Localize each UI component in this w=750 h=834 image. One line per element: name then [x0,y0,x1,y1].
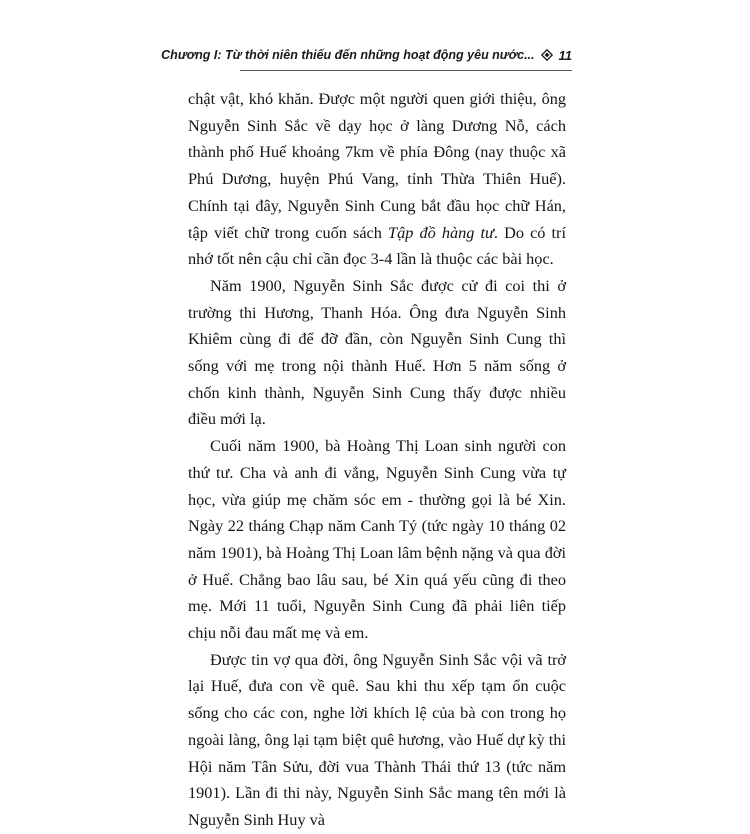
paragraph-4: Được tin vợ qua đời, ông Nguyễn Sinh Sắc vội vã trở lại Huế, đưa con về quê. Sau khi thu xếp tạm ổn cuộc sống cho các con, nghe lời khích lệ của bà con trong họ ngoài làng, ông lại tạm biệt quê hương, vào Huế dự kỳ thi Hội năm Tân Sửu, đời vua Thành Thái thứ 13 (tức năm 1901). Lần đi thi này, Nguyễn Sinh Sắc mang tên mới là Nguyễn Sinh Huy và [188,649,566,829]
page-number: 11 [558,47,572,63]
header-divider [240,70,572,71]
paragraph-1-part-1: chật vật, khó khăn. Được một người quen giới thiệu, ông Nguyễn Sinh Sắc về dạy học ở làng Dương Nỗ, cách thành phố Huế khoảng 7km về phía Đông (nay thuộc xã Phú Dương, huyện Phú Vang, tỉnh Thừa Thiên Huế). Chính tại đây, Nguyễn Sinh Cung bắt đầu học chữ Hán, tập viết chữ trong cuốn sách [188,89,566,242]
running-header [161,43,572,67]
book-title-italic: Tập đồ hàng tư [388,222,494,242]
diamond-ornament-icon [541,49,553,61]
body-text [188,86,566,834]
paragraph-1-part-2: . Do có trí nhớ tốt nên cậu chỉ cần đọc 3-4 lần là thuộc các bài học. [188,222,566,269]
running-title: Chương I: Từ thời niên thiếu đến những hoạt động yêu nước... [161,48,535,62]
paragraph-3: Cuối năm 1900, bà Hoàng Thị Loan sinh người con thứ tư. Cha và anh đi vắng, Nguyễn Sinh Cung vừa tự học, vừa giúp mẹ chăm sóc em - thường gọi là bé Xin. Ngày 22 tháng Chạp năm Canh Tý (tức ngày 10 tháng 02 năm 1901), bà Hoàng Thị Loan lâm bệnh nặng và qua đời ở Huế. Chẳng bao lâu sau, bé Xin quá yếu cũng đi theo mẹ. Mới 11 tuổi, Nguyễn Sinh Cung đã phải liên tiếp chịu nỗi đau mất mẹ và em. [188,436,566,643]
paragraph-1 [188,86,566,273]
paragraph-2: Năm 1900, Nguyễn Sinh Sắc được cử đi coi thi ở trường thi Hương, Thanh Hóa. Ông đưa Nguyễn Sinh Khiêm cùng đi để đỡ đần, còn Nguyễn Sinh Cung thì sống với mẹ trong nội thành Huế. Hơn 5 năm sống ở chốn kinh thành, Nguyễn Sinh Cung thấy được nhiều điều mới lạ. [188,275,566,429]
